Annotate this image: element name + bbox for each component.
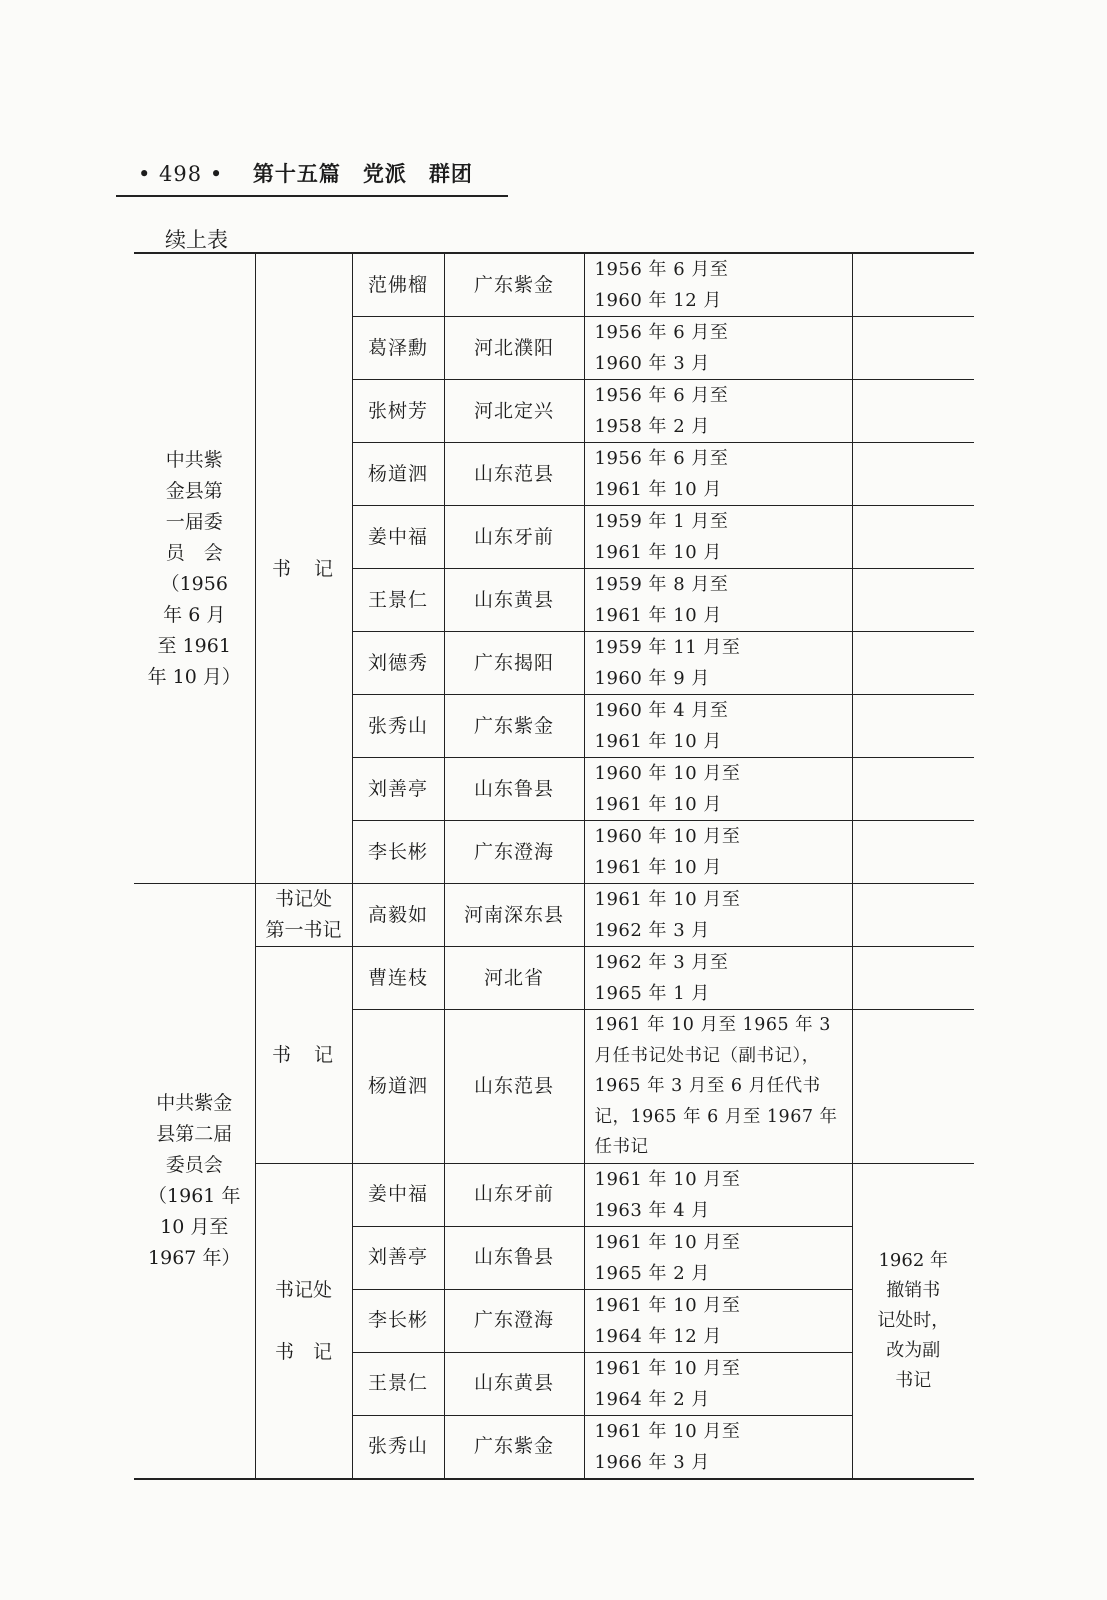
note-cell xyxy=(852,884,974,947)
org-cell xyxy=(134,884,255,1479)
term-line: 1960 年 3 月 xyxy=(594,353,710,374)
note-cell xyxy=(852,317,974,380)
note-line: 记处时， xyxy=(877,1309,950,1331)
term-cell xyxy=(584,253,852,317)
leadership-table xyxy=(134,252,974,1480)
note-line: 书记 xyxy=(895,1369,932,1391)
term-cell xyxy=(584,695,852,758)
name-cell: 曹连枝 xyxy=(352,947,444,1010)
note-cell xyxy=(852,1010,974,1164)
term-cell xyxy=(584,1163,852,1226)
term-line: 1961 年 10 月至 xyxy=(594,1294,741,1316)
origin-cell: 河南深东县 xyxy=(444,884,584,947)
term-cell xyxy=(584,947,852,1010)
table-row xyxy=(134,1163,974,1226)
term-line: 1965 年 1 月 xyxy=(594,983,710,1004)
name-cell: 刘善亭 xyxy=(352,758,444,821)
term-cell xyxy=(584,821,852,884)
term-line: 1962 年 3 月至 xyxy=(594,952,729,973)
note-line: 改为副 xyxy=(886,1339,941,1361)
name-cell: 刘德秀 xyxy=(352,632,444,695)
note-cell xyxy=(852,947,974,1010)
origin-cell: 山东范县 xyxy=(444,1010,584,1164)
note-line: 1962 年 xyxy=(878,1249,949,1271)
term-line: 1963 年 4 月 xyxy=(594,1199,710,1221)
term-cell: 1961 年 10 月至 1965 年 3 月任书记处书记（副书记），1965 年 3 月至 6 月任代书记，1965 年 6 月至 1967 年任书记 xyxy=(584,1010,852,1164)
term-line: 1961 年 10 月 xyxy=(594,857,722,878)
origin-cell: 河北省 xyxy=(444,947,584,1010)
name-cell: 刘善亭 xyxy=(352,1226,444,1289)
term-line: 1960 年 9 月 xyxy=(594,668,710,689)
term-line: 1961 年 10 月 xyxy=(594,731,722,752)
origin-cell: 山东黄县 xyxy=(444,569,584,632)
position-line: 书 记 xyxy=(274,1340,332,1363)
term-cell xyxy=(584,380,852,443)
origin-cell: 山东牙前 xyxy=(444,506,584,569)
org-line: 中共紫 xyxy=(165,448,223,471)
note-cell xyxy=(852,695,974,758)
term-line: 1956 年 6 月至 xyxy=(594,385,729,406)
org-line: 员 会 xyxy=(165,541,223,564)
origin-cell: 山东牙前 xyxy=(444,1163,584,1226)
org-line: （1956 xyxy=(160,572,228,595)
term-line: 1956 年 6 月至 xyxy=(594,259,729,280)
term-cell xyxy=(584,317,852,380)
term-line: 1962 年 3 月 xyxy=(594,920,710,941)
note-cell xyxy=(852,758,974,821)
note-cell xyxy=(852,443,974,506)
term-cell xyxy=(584,884,852,947)
term-line: 1961 年 10 月至 xyxy=(594,1420,741,1442)
term-cell xyxy=(584,569,852,632)
org-line: 中共紫金 xyxy=(156,1091,233,1114)
origin-cell: 山东黄县 xyxy=(444,1352,584,1415)
term-line: 1960 年 12 月 xyxy=(594,290,722,311)
term-line: 1960 年 10 月至 xyxy=(594,826,741,847)
term-line: 1956 年 6 月至 xyxy=(594,448,729,469)
org-line: 县第二届 xyxy=(156,1122,233,1145)
term-line: 1961 年 10 月 xyxy=(594,605,722,626)
org-line: 年 6 月 xyxy=(163,603,226,626)
name-cell: 杨道泗 xyxy=(352,443,444,506)
org-line: 一届委 xyxy=(165,510,223,533)
name-cell: 张树芳 xyxy=(352,380,444,443)
table-row xyxy=(134,253,974,317)
name-cell: 高毅如 xyxy=(352,884,444,947)
term-line: 1958 年 2 月 xyxy=(594,416,710,437)
note-cell xyxy=(852,506,974,569)
term-cell xyxy=(584,443,852,506)
term-line: 1956 年 6 月至 xyxy=(594,322,729,343)
term-line: 1965 年 2 月 xyxy=(594,1262,710,1284)
org-line: 至 1961 xyxy=(157,634,231,657)
term-line: 1960 年 4 月至 xyxy=(594,700,729,721)
term-line: 1964 年 2 月 xyxy=(594,1388,710,1410)
term-line: 1959 年 1 月至 xyxy=(594,511,729,532)
term-cell xyxy=(584,632,852,695)
org-line: 年 10 月） xyxy=(147,665,241,688)
page-header xyxy=(138,158,473,188)
origin-cell: 广东紫金 xyxy=(444,253,584,317)
term-line: 1961 年 10 月至 xyxy=(594,889,741,910)
name-cell: 张秀山 xyxy=(352,695,444,758)
position-line: 书记处 xyxy=(274,888,332,910)
note-cell xyxy=(852,821,974,884)
header-rule xyxy=(116,195,508,197)
name-cell: 王景仁 xyxy=(352,1352,444,1415)
term-line: 1960 年 10 月至 xyxy=(594,763,741,784)
name-cell: 张秀山 xyxy=(352,1415,444,1479)
origin-cell: 山东鲁县 xyxy=(444,758,584,821)
continuation-label: 续上表 xyxy=(165,228,228,252)
org-line: 金县第 xyxy=(165,479,223,502)
name-cell: 范佛榴 xyxy=(352,253,444,317)
position-line: 第一书记 xyxy=(265,919,342,941)
note-cell xyxy=(852,632,974,695)
note-cell xyxy=(852,380,974,443)
term-cell xyxy=(584,1352,852,1415)
term-line: 1964 年 12 月 xyxy=(594,1325,722,1347)
position-cell xyxy=(255,884,352,947)
term-cell xyxy=(584,758,852,821)
origin-cell: 广东揭阳 xyxy=(444,632,584,695)
org-line: （1961 年 xyxy=(148,1184,241,1207)
origin-cell: 山东范县 xyxy=(444,443,584,506)
term-cell xyxy=(584,1289,852,1352)
position-line: 书记处 xyxy=(274,1278,332,1301)
name-cell: 姜中福 xyxy=(352,1163,444,1226)
name-cell: 葛泽勳 xyxy=(352,317,444,380)
term-line: 1961 年 10 月 xyxy=(594,479,722,500)
note-cell xyxy=(852,569,974,632)
term-line: 1961 年 10 月至 xyxy=(594,1168,741,1190)
org-line: 10 月至 xyxy=(160,1215,229,1238)
org-line: 委员会 xyxy=(165,1153,223,1176)
origin-cell: 广东澄海 xyxy=(444,1289,584,1352)
name-cell: 李长彬 xyxy=(352,821,444,884)
term-line: 1961 年 10 月至 xyxy=(594,1231,741,1253)
term-line: 1959 年 8 月至 xyxy=(594,574,729,595)
note-cell xyxy=(852,253,974,317)
origin-cell: 广东澄海 xyxy=(444,821,584,884)
term-line: 1961 年 10 月 xyxy=(594,794,722,815)
name-cell: 王景仁 xyxy=(352,569,444,632)
term-cell xyxy=(584,1415,852,1479)
note-line: 撤销书 xyxy=(886,1279,941,1301)
note-cell xyxy=(852,1163,974,1479)
org-line: 1967 年） xyxy=(148,1246,241,1269)
origin-cell: 广东紫金 xyxy=(444,695,584,758)
table-row xyxy=(134,884,974,947)
chapter-title: 第十五篇 党派 群团 xyxy=(252,162,473,186)
page-number: • 498 • xyxy=(138,162,224,186)
term-line: 1961 年 10 月至 xyxy=(594,1357,741,1379)
term-line: 1966 年 3 月 xyxy=(594,1451,710,1473)
term-line: 1961 年 10 月 xyxy=(594,542,722,563)
origin-cell: 山东鲁县 xyxy=(444,1226,584,1289)
term-cell xyxy=(584,506,852,569)
origin-cell: 河北濮阳 xyxy=(444,317,584,380)
org-cell xyxy=(134,253,255,884)
term-line: 1959 年 11 月至 xyxy=(594,637,741,658)
position-cell xyxy=(255,1163,352,1479)
origin-cell: 河北定兴 xyxy=(444,380,584,443)
position-cell: 书 记 xyxy=(255,947,352,1164)
name-cell: 李长彬 xyxy=(352,1289,444,1352)
table-row xyxy=(134,947,974,1010)
term-cell xyxy=(584,1226,852,1289)
name-cell: 杨道泗 xyxy=(352,1010,444,1164)
origin-cell: 广东紫金 xyxy=(444,1415,584,1479)
position-cell: 书 记 xyxy=(255,253,352,884)
name-cell: 姜中福 xyxy=(352,506,444,569)
